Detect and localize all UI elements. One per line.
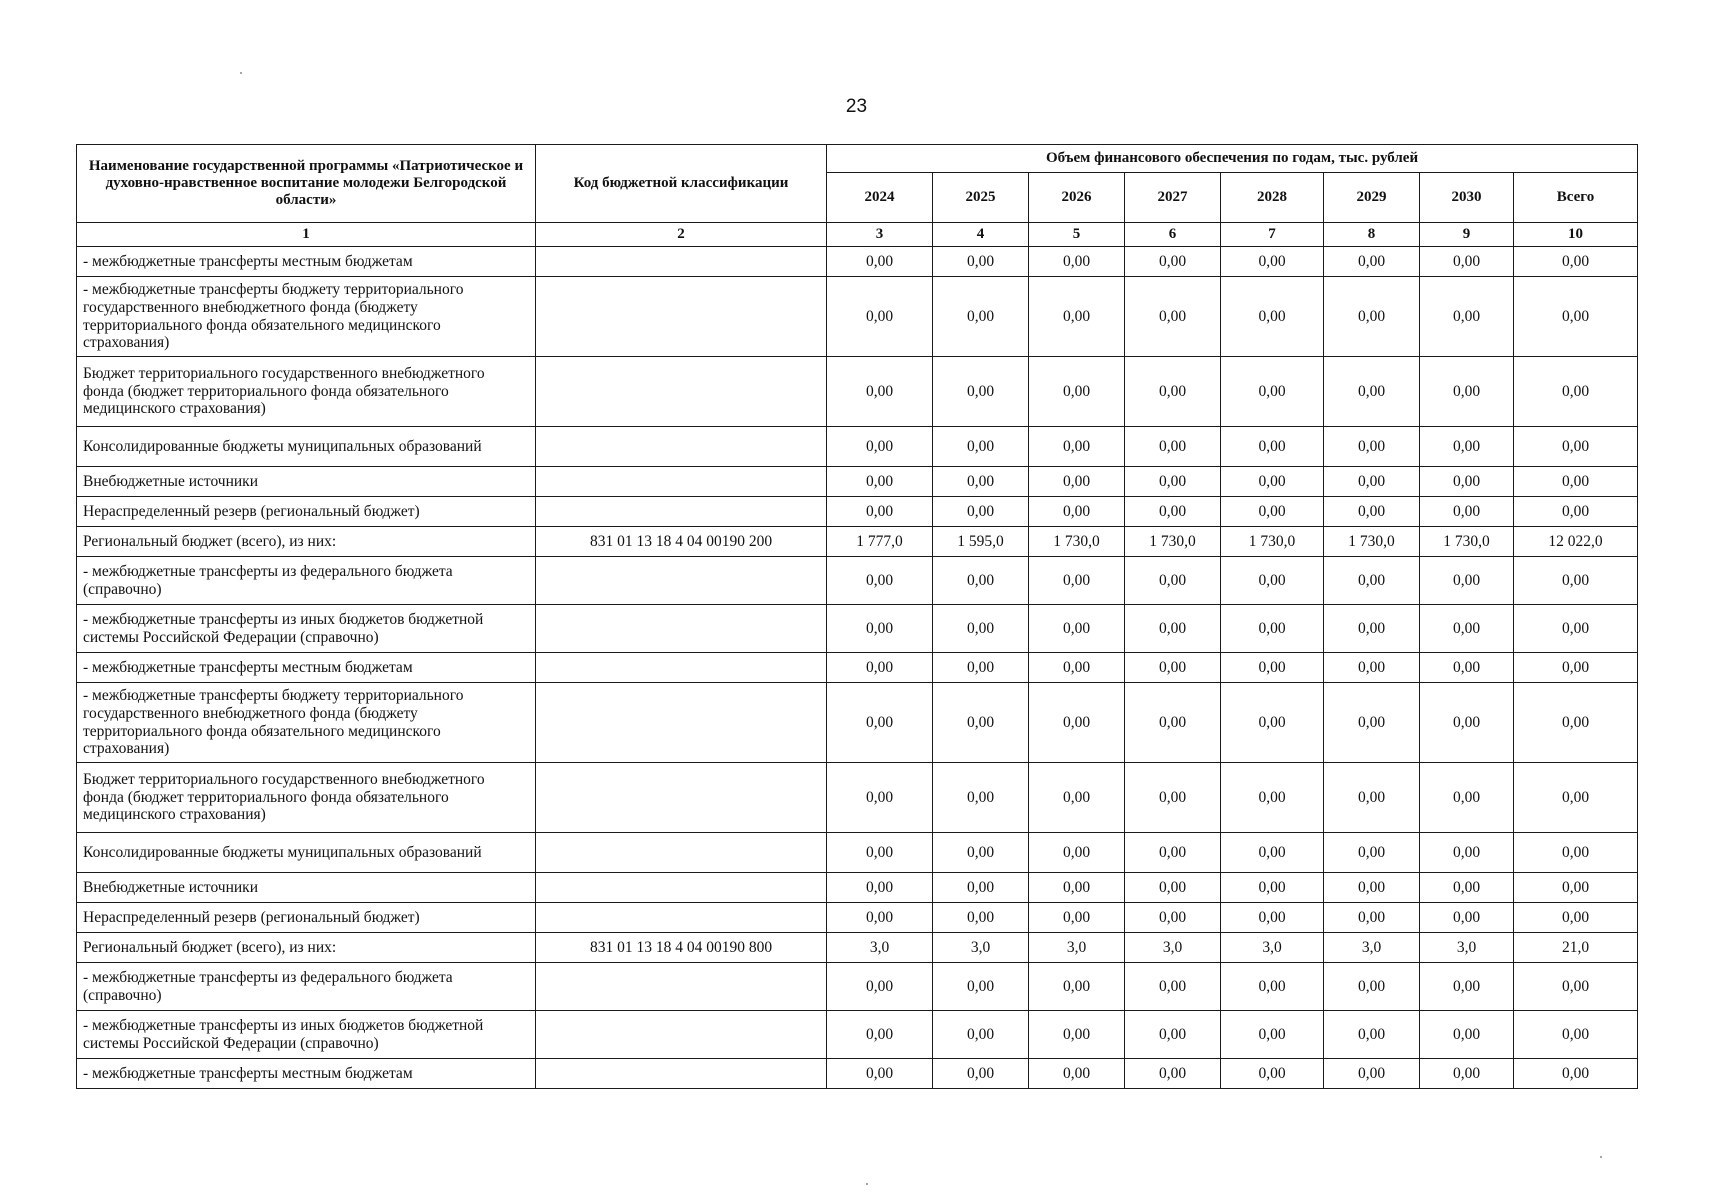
header-year: 2024: [827, 173, 933, 223]
table-body: [77, 247, 1638, 1089]
column-number: 7: [1221, 223, 1324, 247]
row-total-value: 0,00: [1514, 963, 1638, 1011]
row-year-value: 0,00: [1420, 467, 1514, 497]
row-year-value: 3,0: [933, 933, 1029, 963]
row-total-value: 0,00: [1514, 247, 1638, 277]
row-year-value: 0,00: [827, 247, 933, 277]
row-year-value: 0,00: [1029, 497, 1125, 527]
row-year-value: 0,00: [933, 467, 1029, 497]
row-year-value: 0,00: [933, 557, 1029, 605]
row-year-value: 0,00: [1221, 247, 1324, 277]
row-year-value: 0,00: [933, 1059, 1029, 1089]
row-year-value: 0,00: [1324, 467, 1420, 497]
row-total-value: 0,00: [1514, 873, 1638, 903]
row-budget-code: [536, 1011, 827, 1059]
row-year-value: 0,00: [1125, 247, 1221, 277]
row-year-value: 0,00: [1029, 1011, 1125, 1059]
row-year-value: 0,00: [827, 427, 933, 467]
scan-speck: [240, 72, 242, 74]
table-row: [77, 357, 1638, 427]
row-year-value: 0,00: [1029, 763, 1125, 833]
column-number: 8: [1324, 223, 1420, 247]
row-year-value: 1 730,0: [1420, 527, 1514, 557]
row-budget-code: [536, 277, 827, 357]
row-year-value: 3,0: [1221, 933, 1324, 963]
column-number: 2: [536, 223, 827, 247]
row-budget-code: [536, 557, 827, 605]
row-year-value: 0,00: [1125, 1059, 1221, 1089]
row-year-value: 0,00: [1125, 427, 1221, 467]
row-year-value: 0,00: [933, 903, 1029, 933]
table-row: [77, 653, 1638, 683]
row-year-value: 0,00: [1029, 903, 1125, 933]
table-row: [77, 933, 1638, 963]
row-year-value: 0,00: [933, 427, 1029, 467]
row-year-value: 0,00: [933, 653, 1029, 683]
row-year-value: 0,00: [1221, 833, 1324, 873]
row-name: Бюджет территориального государственного внебюджетного фонда (бюджет территориального фонда обязательного медицинского страхования): [77, 357, 536, 427]
row-year-value: 0,00: [827, 277, 933, 357]
row-budget-code: [536, 963, 827, 1011]
row-year-value: 0,00: [1324, 277, 1420, 357]
row-year-value: 0,00: [827, 963, 933, 1011]
table-row: [77, 427, 1638, 467]
row-name: Нераспределенный резерв (региональный бюджет): [77, 497, 536, 527]
row-year-value: 0,00: [1125, 903, 1221, 933]
page-number: 23: [845, 96, 868, 117]
row-name: Бюджет территориального государственного внебюджетного фонда (бюджет территориального фонда обязательного медицинского страхования): [77, 763, 536, 833]
row-year-value: 0,00: [1420, 427, 1514, 467]
row-name: - межбюджетные трансферты местным бюджетам: [77, 247, 536, 277]
row-year-value: 0,00: [1221, 683, 1324, 763]
row-name: - межбюджетные трансферты бюджету территориального государственного внебюджетного фонда (бюджету территориального фонда обязательного медицинского страхования): [77, 683, 536, 763]
row-year-value: 0,00: [827, 653, 933, 683]
row-total-value: 0,00: [1514, 653, 1638, 683]
row-year-value: 0,00: [933, 873, 1029, 903]
table-row: [77, 605, 1638, 653]
row-year-value: 0,00: [1125, 557, 1221, 605]
header-year: 2027: [1125, 173, 1221, 223]
row-name: - межбюджетные трансферты из иных бюджетов бюджетной системы Российской Федерации (справочно): [77, 1011, 536, 1059]
row-year-value: 0,00: [1125, 683, 1221, 763]
header-year: 2029: [1324, 173, 1420, 223]
row-total-value: 0,00: [1514, 1011, 1638, 1059]
row-year-value: 0,00: [1029, 467, 1125, 497]
row-name: - межбюджетные трансферты бюджету территориального государственного внебюджетного фонда (бюджету территориального фонда обязательного медицинского страхования): [77, 277, 536, 357]
row-year-value: 0,00: [1029, 247, 1125, 277]
row-budget-code: [536, 763, 827, 833]
row-year-value: 0,00: [1221, 427, 1324, 467]
row-year-value: 0,00: [1221, 357, 1324, 427]
row-name: Консолидированные бюджеты муниципальных образований: [77, 833, 536, 873]
row-year-value: 0,00: [1125, 467, 1221, 497]
header-total: Всего: [1514, 173, 1638, 223]
row-year-value: 0,00: [1324, 903, 1420, 933]
column-number: 9: [1420, 223, 1514, 247]
table-row: [77, 873, 1638, 903]
row-name: - межбюджетные трансферты из федерального бюджета (справочно): [77, 963, 536, 1011]
row-budget-code: [536, 683, 827, 763]
row-budget-code: [536, 873, 827, 903]
row-budget-code: 831 01 13 18 4 04 00190 800: [536, 933, 827, 963]
row-year-value: 0,00: [1324, 873, 1420, 903]
row-total-value: 0,00: [1514, 497, 1638, 527]
row-year-value: 0,00: [1029, 683, 1125, 763]
row-year-value: 0,00: [1029, 277, 1125, 357]
row-year-value: 0,00: [827, 557, 933, 605]
row-year-value: 0,00: [1420, 557, 1514, 605]
row-year-value: 0,00: [1125, 763, 1221, 833]
header-year: 2025: [933, 173, 1029, 223]
row-year-value: 0,00: [1125, 653, 1221, 683]
row-year-value: 0,00: [1221, 467, 1324, 497]
row-year-value: 0,00: [1420, 247, 1514, 277]
row-year-value: 0,00: [1420, 873, 1514, 903]
row-total-value: 0,00: [1514, 427, 1638, 467]
row-year-value: 0,00: [1221, 873, 1324, 903]
row-name: Нераспределенный резерв (региональный бюджет): [77, 903, 536, 933]
row-name: Внебюджетные источники: [77, 873, 536, 903]
table-row: [77, 527, 1638, 557]
row-year-value: 0,00: [1125, 357, 1221, 427]
row-year-value: 0,00: [827, 1011, 933, 1059]
row-year-value: 0,00: [1221, 557, 1324, 605]
row-year-value: 0,00: [1125, 497, 1221, 527]
header-funding: Объем финансового обеспечения по годам, тыс. рублей: [827, 145, 1638, 173]
row-year-value: 0,00: [933, 833, 1029, 873]
row-year-value: 0,00: [1221, 763, 1324, 833]
column-number: 10: [1514, 223, 1638, 247]
row-year-value: 0,00: [1221, 1059, 1324, 1089]
row-year-value: 0,00: [827, 467, 933, 497]
row-year-value: 0,00: [933, 1011, 1029, 1059]
row-year-value: 0,00: [1420, 763, 1514, 833]
row-year-value: 3,0: [1420, 933, 1514, 963]
table-row: [77, 497, 1638, 527]
row-year-value: 0,00: [827, 1059, 933, 1089]
row-year-value: 0,00: [1420, 605, 1514, 653]
row-year-value: 0,00: [1125, 277, 1221, 357]
row-name: Внебюджетные источники: [77, 467, 536, 497]
row-name: - межбюджетные трансферты местным бюджетам: [77, 1059, 536, 1089]
row-budget-code: [536, 833, 827, 873]
row-total-value: 0,00: [1514, 833, 1638, 873]
table-row: [77, 763, 1638, 833]
row-year-value: 0,00: [1125, 605, 1221, 653]
table-row: [77, 1011, 1638, 1059]
row-total-value: 0,00: [1514, 357, 1638, 427]
row-name: - межбюджетные трансферты местным бюджетам: [77, 653, 536, 683]
row-year-value: 0,00: [1324, 833, 1420, 873]
row-year-value: 0,00: [1324, 763, 1420, 833]
row-year-value: 0,00: [1221, 277, 1324, 357]
row-total-value: 0,00: [1514, 763, 1638, 833]
row-year-value: 0,00: [1420, 833, 1514, 873]
row-year-value: 0,00: [1029, 1059, 1125, 1089]
row-year-value: 0,00: [1324, 427, 1420, 467]
row-year-value: 0,00: [1221, 1011, 1324, 1059]
row-budget-code: [536, 427, 827, 467]
row-year-value: 0,00: [1029, 653, 1125, 683]
row-year-value: 0,00: [1420, 653, 1514, 683]
row-budget-code: [536, 497, 827, 527]
row-name: Региональный бюджет (всего), из них:: [77, 527, 536, 557]
row-total-value: 0,00: [1514, 277, 1638, 357]
row-budget-code: [536, 653, 827, 683]
row-year-value: 0,00: [1420, 963, 1514, 1011]
row-name: Региональный бюджет (всего), из них:: [77, 933, 536, 963]
row-total-value: 0,00: [1514, 903, 1638, 933]
column-number: 6: [1125, 223, 1221, 247]
row-total-value: 21,0: [1514, 933, 1638, 963]
table-row: [77, 247, 1638, 277]
header-code: Код бюджетной классификации: [536, 145, 827, 223]
column-number: 3: [827, 223, 933, 247]
row-name: - межбюджетные трансферты из иных бюджетов бюджетной системы Российской Федерации (справочно): [77, 605, 536, 653]
row-year-value: 0,00: [1324, 247, 1420, 277]
row-year-value: 1 777,0: [827, 527, 933, 557]
row-year-value: 1 730,0: [1324, 527, 1420, 557]
column-number: 4: [933, 223, 1029, 247]
row-year-value: 3,0: [1324, 933, 1420, 963]
row-budget-code: [536, 357, 827, 427]
row-year-value: 0,00: [827, 873, 933, 903]
row-budget-code: [536, 247, 827, 277]
row-year-value: 0,00: [1420, 1011, 1514, 1059]
scan-speck: [1600, 1156, 1602, 1158]
row-year-value: 0,00: [933, 763, 1029, 833]
row-year-value: 0,00: [1029, 357, 1125, 427]
row-budget-code: 831 01 13 18 4 04 00190 200: [536, 527, 827, 557]
row-year-value: 0,00: [1324, 497, 1420, 527]
row-year-value: 0,00: [1125, 963, 1221, 1011]
row-year-value: 3,0: [1029, 933, 1125, 963]
row-year-value: 0,00: [933, 963, 1029, 1011]
row-year-value: 1 730,0: [1221, 527, 1324, 557]
row-year-value: 3,0: [827, 933, 933, 963]
row-total-value: 0,00: [1514, 1059, 1638, 1089]
row-year-value: 0,00: [1324, 1059, 1420, 1089]
row-year-value: 0,00: [1324, 653, 1420, 683]
row-budget-code: [536, 467, 827, 497]
table-row: [77, 683, 1638, 763]
row-year-value: 0,00: [933, 277, 1029, 357]
row-year-value: 1 730,0: [1125, 527, 1221, 557]
row-year-value: 0,00: [1324, 963, 1420, 1011]
row-year-value: 0,00: [827, 903, 933, 933]
row-year-value: 0,00: [1221, 653, 1324, 683]
row-year-value: 0,00: [933, 497, 1029, 527]
row-total-value: 0,00: [1514, 557, 1638, 605]
row-year-value: 0,00: [1420, 497, 1514, 527]
row-total-value: 0,00: [1514, 683, 1638, 763]
row-year-value: 0,00: [1029, 833, 1125, 873]
header-program-name: Наименование государственной программы «Патриотическое и духовно-нравственное воспитание молодежи Белгородской области»: [77, 145, 536, 223]
row-year-value: 0,00: [1221, 497, 1324, 527]
column-number: 1: [77, 223, 536, 247]
row-year-value: 3,0: [1125, 933, 1221, 963]
row-name: - межбюджетные трансферты из федерального бюджета (справочно): [77, 557, 536, 605]
row-year-value: 0,00: [933, 683, 1029, 763]
row-year-value: 1 595,0: [933, 527, 1029, 557]
row-year-value: 0,00: [1125, 873, 1221, 903]
row-year-value: 0,00: [1324, 357, 1420, 427]
row-year-value: 0,00: [1420, 277, 1514, 357]
row-year-value: 0,00: [827, 497, 933, 527]
row-year-value: 0,00: [1420, 1059, 1514, 1089]
header-year: 2028: [1221, 173, 1324, 223]
budget-table: [76, 144, 1638, 1089]
table-row: [77, 277, 1638, 357]
row-year-value: 0,00: [1029, 963, 1125, 1011]
row-year-value: 0,00: [1324, 557, 1420, 605]
row-year-value: 0,00: [1221, 605, 1324, 653]
row-year-value: 0,00: [1029, 605, 1125, 653]
row-year-value: 0,00: [1420, 357, 1514, 427]
row-year-value: 0,00: [1029, 427, 1125, 467]
row-year-value: 0,00: [1420, 683, 1514, 763]
table-row: [77, 833, 1638, 873]
row-year-value: 0,00: [1420, 903, 1514, 933]
row-total-value: 0,00: [1514, 605, 1638, 653]
row-year-value: 0,00: [827, 605, 933, 653]
row-year-value: 0,00: [933, 247, 1029, 277]
row-budget-code: [536, 903, 827, 933]
row-year-value: 0,00: [1029, 873, 1125, 903]
row-name: Консолидированные бюджеты муниципальных образований: [77, 427, 536, 467]
row-year-value: 0,00: [1221, 903, 1324, 933]
row-year-value: 0,00: [827, 683, 933, 763]
table-row: [77, 903, 1638, 933]
table-row: [77, 557, 1638, 605]
row-year-value: 0,00: [1324, 1011, 1420, 1059]
row-total-value: 0,00: [1514, 467, 1638, 497]
table-row: [77, 467, 1638, 497]
row-year-value: 0,00: [1324, 683, 1420, 763]
row-year-value: 0,00: [827, 357, 933, 427]
row-year-value: 0,00: [1221, 963, 1324, 1011]
row-year-value: 0,00: [827, 833, 933, 873]
table-row: [77, 1059, 1638, 1089]
row-budget-code: [536, 1059, 827, 1089]
row-year-value: 0,00: [827, 763, 933, 833]
column-number: 5: [1029, 223, 1125, 247]
scan-speck: [866, 1183, 868, 1185]
row-year-value: 0,00: [933, 357, 1029, 427]
row-total-value: 12 022,0: [1514, 527, 1638, 557]
row-year-value: 0,00: [1029, 557, 1125, 605]
header-year: 2026: [1029, 173, 1125, 223]
row-budget-code: [536, 605, 827, 653]
row-year-value: 1 730,0: [1029, 527, 1125, 557]
header-year: 2030: [1420, 173, 1514, 223]
table-row: [77, 963, 1638, 1011]
row-year-value: 0,00: [1125, 833, 1221, 873]
row-year-value: 0,00: [1324, 605, 1420, 653]
row-year-value: 0,00: [1125, 1011, 1221, 1059]
row-year-value: 0,00: [933, 605, 1029, 653]
